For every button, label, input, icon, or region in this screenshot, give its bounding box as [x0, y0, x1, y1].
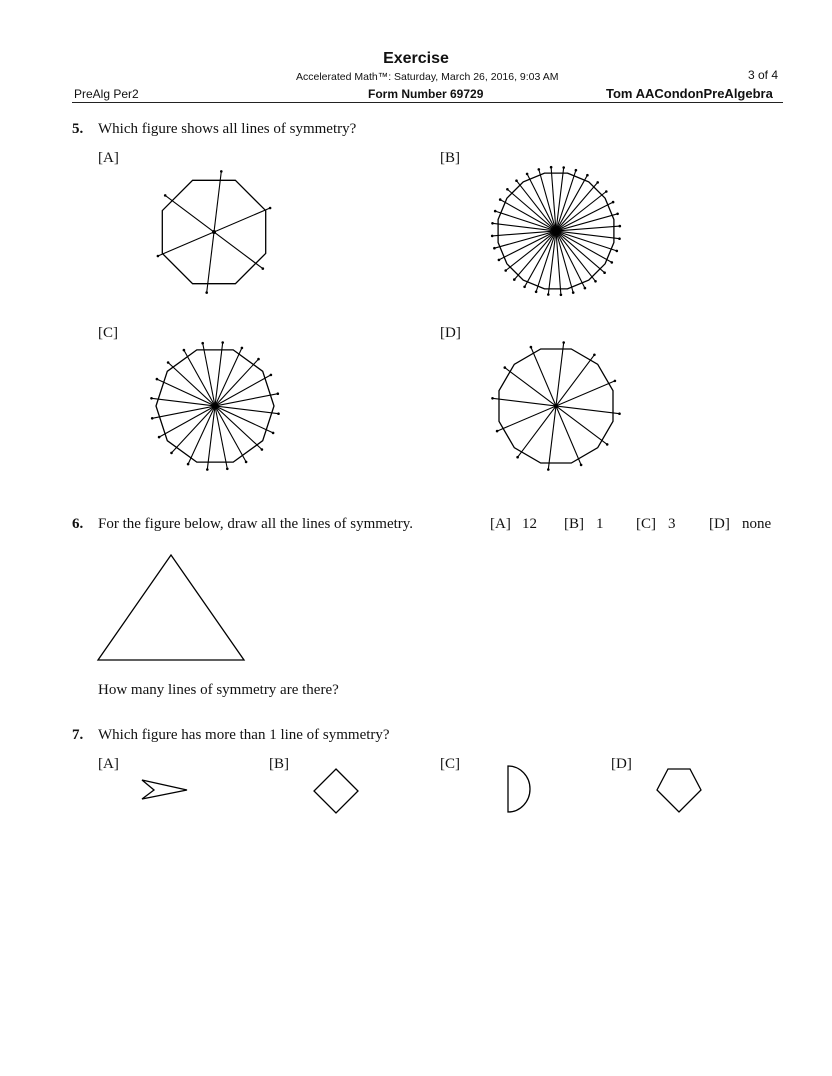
line-end-mark — [572, 291, 575, 294]
q6-text: For the figure below, draw all the lines of symmetry. — [98, 516, 414, 532]
q5-number: 5. — [72, 121, 84, 137]
q7-option-c-label[interactable]: [C] — [440, 756, 460, 772]
line-end-mark — [611, 261, 614, 264]
center-point — [554, 404, 558, 408]
line-end-mark — [277, 412, 280, 415]
line-end-mark — [562, 166, 565, 169]
line-end-mark — [513, 278, 516, 281]
line-end-mark — [158, 436, 161, 439]
page-number: 3 of 4 — [748, 68, 779, 82]
subtitle: Accelerated Math™: Saturday, March 26, 2016, 9:03 AM — [296, 71, 559, 83]
q7-figure-b[interactable] — [312, 767, 360, 815]
line-end-mark — [491, 397, 494, 400]
form-number: Form Number 69729 — [368, 87, 484, 101]
line-end-mark — [547, 468, 550, 471]
q7-option-d-label[interactable]: [D] — [611, 756, 632, 772]
q6-choice-d-value[interactable]: none — [742, 516, 772, 532]
q6-prompt: How many lines of symmetry are there? — [98, 682, 339, 698]
line-end-mark — [499, 198, 502, 201]
line-end-mark — [491, 222, 494, 225]
line-end-mark — [535, 291, 538, 294]
line-end-mark — [494, 210, 497, 213]
line-end-mark — [187, 463, 190, 466]
triangle-shape — [98, 555, 244, 660]
line-end-mark — [586, 174, 589, 177]
q6-choice-d-label[interactable]: [D] — [709, 516, 730, 532]
line-end-mark — [538, 168, 541, 171]
line-end-mark — [504, 269, 507, 272]
line-end-mark — [580, 464, 583, 467]
q7-figure-a[interactable] — [140, 778, 190, 802]
line-end-mark — [157, 255, 160, 258]
center-point — [554, 229, 558, 233]
line-end-mark — [261, 448, 264, 451]
line-end-mark — [156, 378, 159, 381]
page-title: Exercise — [383, 50, 449, 67]
q5-figure-b[interactable] — [489, 166, 623, 296]
center-point — [212, 230, 216, 234]
q7-option-b-label[interactable]: [B] — [269, 756, 289, 772]
line-end-mark — [612, 201, 615, 204]
q6-triangle — [96, 553, 246, 663]
header-divider — [72, 102, 783, 103]
line-end-mark — [584, 287, 587, 290]
q5-figure-c[interactable] — [149, 341, 281, 471]
line-end-mark — [616, 250, 619, 253]
student-name: Tom AACondonPreAlgebra — [606, 86, 773, 101]
line-end-mark — [164, 194, 167, 197]
line-end-mark — [605, 190, 608, 193]
line-end-mark — [245, 461, 248, 464]
line-end-mark — [496, 430, 499, 433]
line-end-mark — [530, 346, 533, 349]
line-end-mark — [272, 432, 275, 435]
line-end-mark — [593, 354, 596, 357]
line-end-mark — [150, 397, 153, 400]
line-end-mark — [616, 213, 619, 216]
q5-figure-a[interactable] — [148, 170, 280, 294]
line-end-mark — [167, 361, 170, 364]
line-end-mark — [550, 166, 553, 169]
q6-choice-a-label[interactable]: [A] — [490, 516, 511, 532]
line-end-mark — [151, 417, 154, 420]
line-end-mark — [618, 412, 621, 415]
q5-option-a-label[interactable]: [A] — [98, 150, 119, 166]
arrowhead-shape — [142, 780, 187, 799]
line-end-mark — [596, 181, 599, 184]
line-end-mark — [547, 293, 550, 296]
line-end-mark — [205, 291, 208, 294]
q6-choice-b-label[interactable]: [B] — [564, 516, 584, 532]
line-end-mark — [269, 207, 272, 210]
q7-option-a-label[interactable]: [A] — [98, 756, 119, 772]
class-name: PreAlg Per2 — [74, 87, 139, 101]
q7-number: 7. — [72, 727, 84, 743]
line-end-mark — [493, 247, 496, 250]
line-end-mark — [498, 259, 501, 262]
center-point — [213, 404, 217, 408]
q6-choice-c-value[interactable]: 3 — [668, 516, 676, 532]
q5-option-b-label[interactable]: [B] — [440, 150, 460, 166]
line-end-mark — [560, 294, 563, 297]
line-end-mark — [516, 456, 519, 459]
line-end-mark — [523, 286, 526, 289]
q6-choice-a-value[interactable]: 12 — [522, 516, 537, 532]
half-circle-shape — [508, 766, 530, 812]
q7-figure-c[interactable] — [506, 764, 534, 814]
line-end-mark — [170, 452, 173, 455]
q6-choice-c-label[interactable]: [C] — [636, 516, 656, 532]
line-end-mark — [201, 342, 204, 345]
line-end-mark — [270, 374, 273, 377]
line-end-mark — [603, 271, 606, 274]
line-end-mark — [618, 237, 621, 240]
q7-figure-d[interactable] — [654, 767, 704, 815]
line-end-mark — [562, 341, 565, 344]
q6-number: 6. — [72, 516, 84, 532]
line-end-mark — [277, 392, 280, 395]
q5-option-d-label[interactable]: [D] — [440, 325, 461, 341]
line-end-mark — [262, 267, 265, 270]
line-end-mark — [206, 468, 209, 471]
line-end-mark — [183, 349, 186, 352]
line-end-mark — [504, 366, 507, 369]
line-end-mark — [257, 358, 260, 361]
diamond-shape — [314, 769, 358, 813]
line-end-mark — [515, 179, 518, 182]
line-end-mark — [226, 468, 229, 471]
q5-text: Which figure shows all lines of symmetry? — [98, 121, 357, 137]
line-end-mark — [220, 170, 223, 173]
line-end-mark — [575, 169, 578, 172]
line-end-mark — [241, 347, 244, 350]
q6-choice-b-value[interactable]: 1 — [596, 516, 604, 532]
line-end-mark — [526, 173, 529, 176]
q7-text: Which figure has more than 1 line of symmetry? — [98, 727, 390, 743]
line-end-mark — [221, 341, 224, 344]
pentagon-shape — [657, 769, 701, 812]
line-end-mark — [606, 443, 609, 446]
line-end-mark — [594, 280, 597, 283]
line-end-mark — [491, 235, 494, 238]
q5-option-c-label[interactable]: [C] — [98, 325, 118, 341]
q5-figure-d[interactable] — [490, 341, 622, 471]
line-end-mark — [614, 380, 617, 383]
line-end-mark — [619, 225, 622, 228]
line-end-mark — [506, 188, 509, 191]
